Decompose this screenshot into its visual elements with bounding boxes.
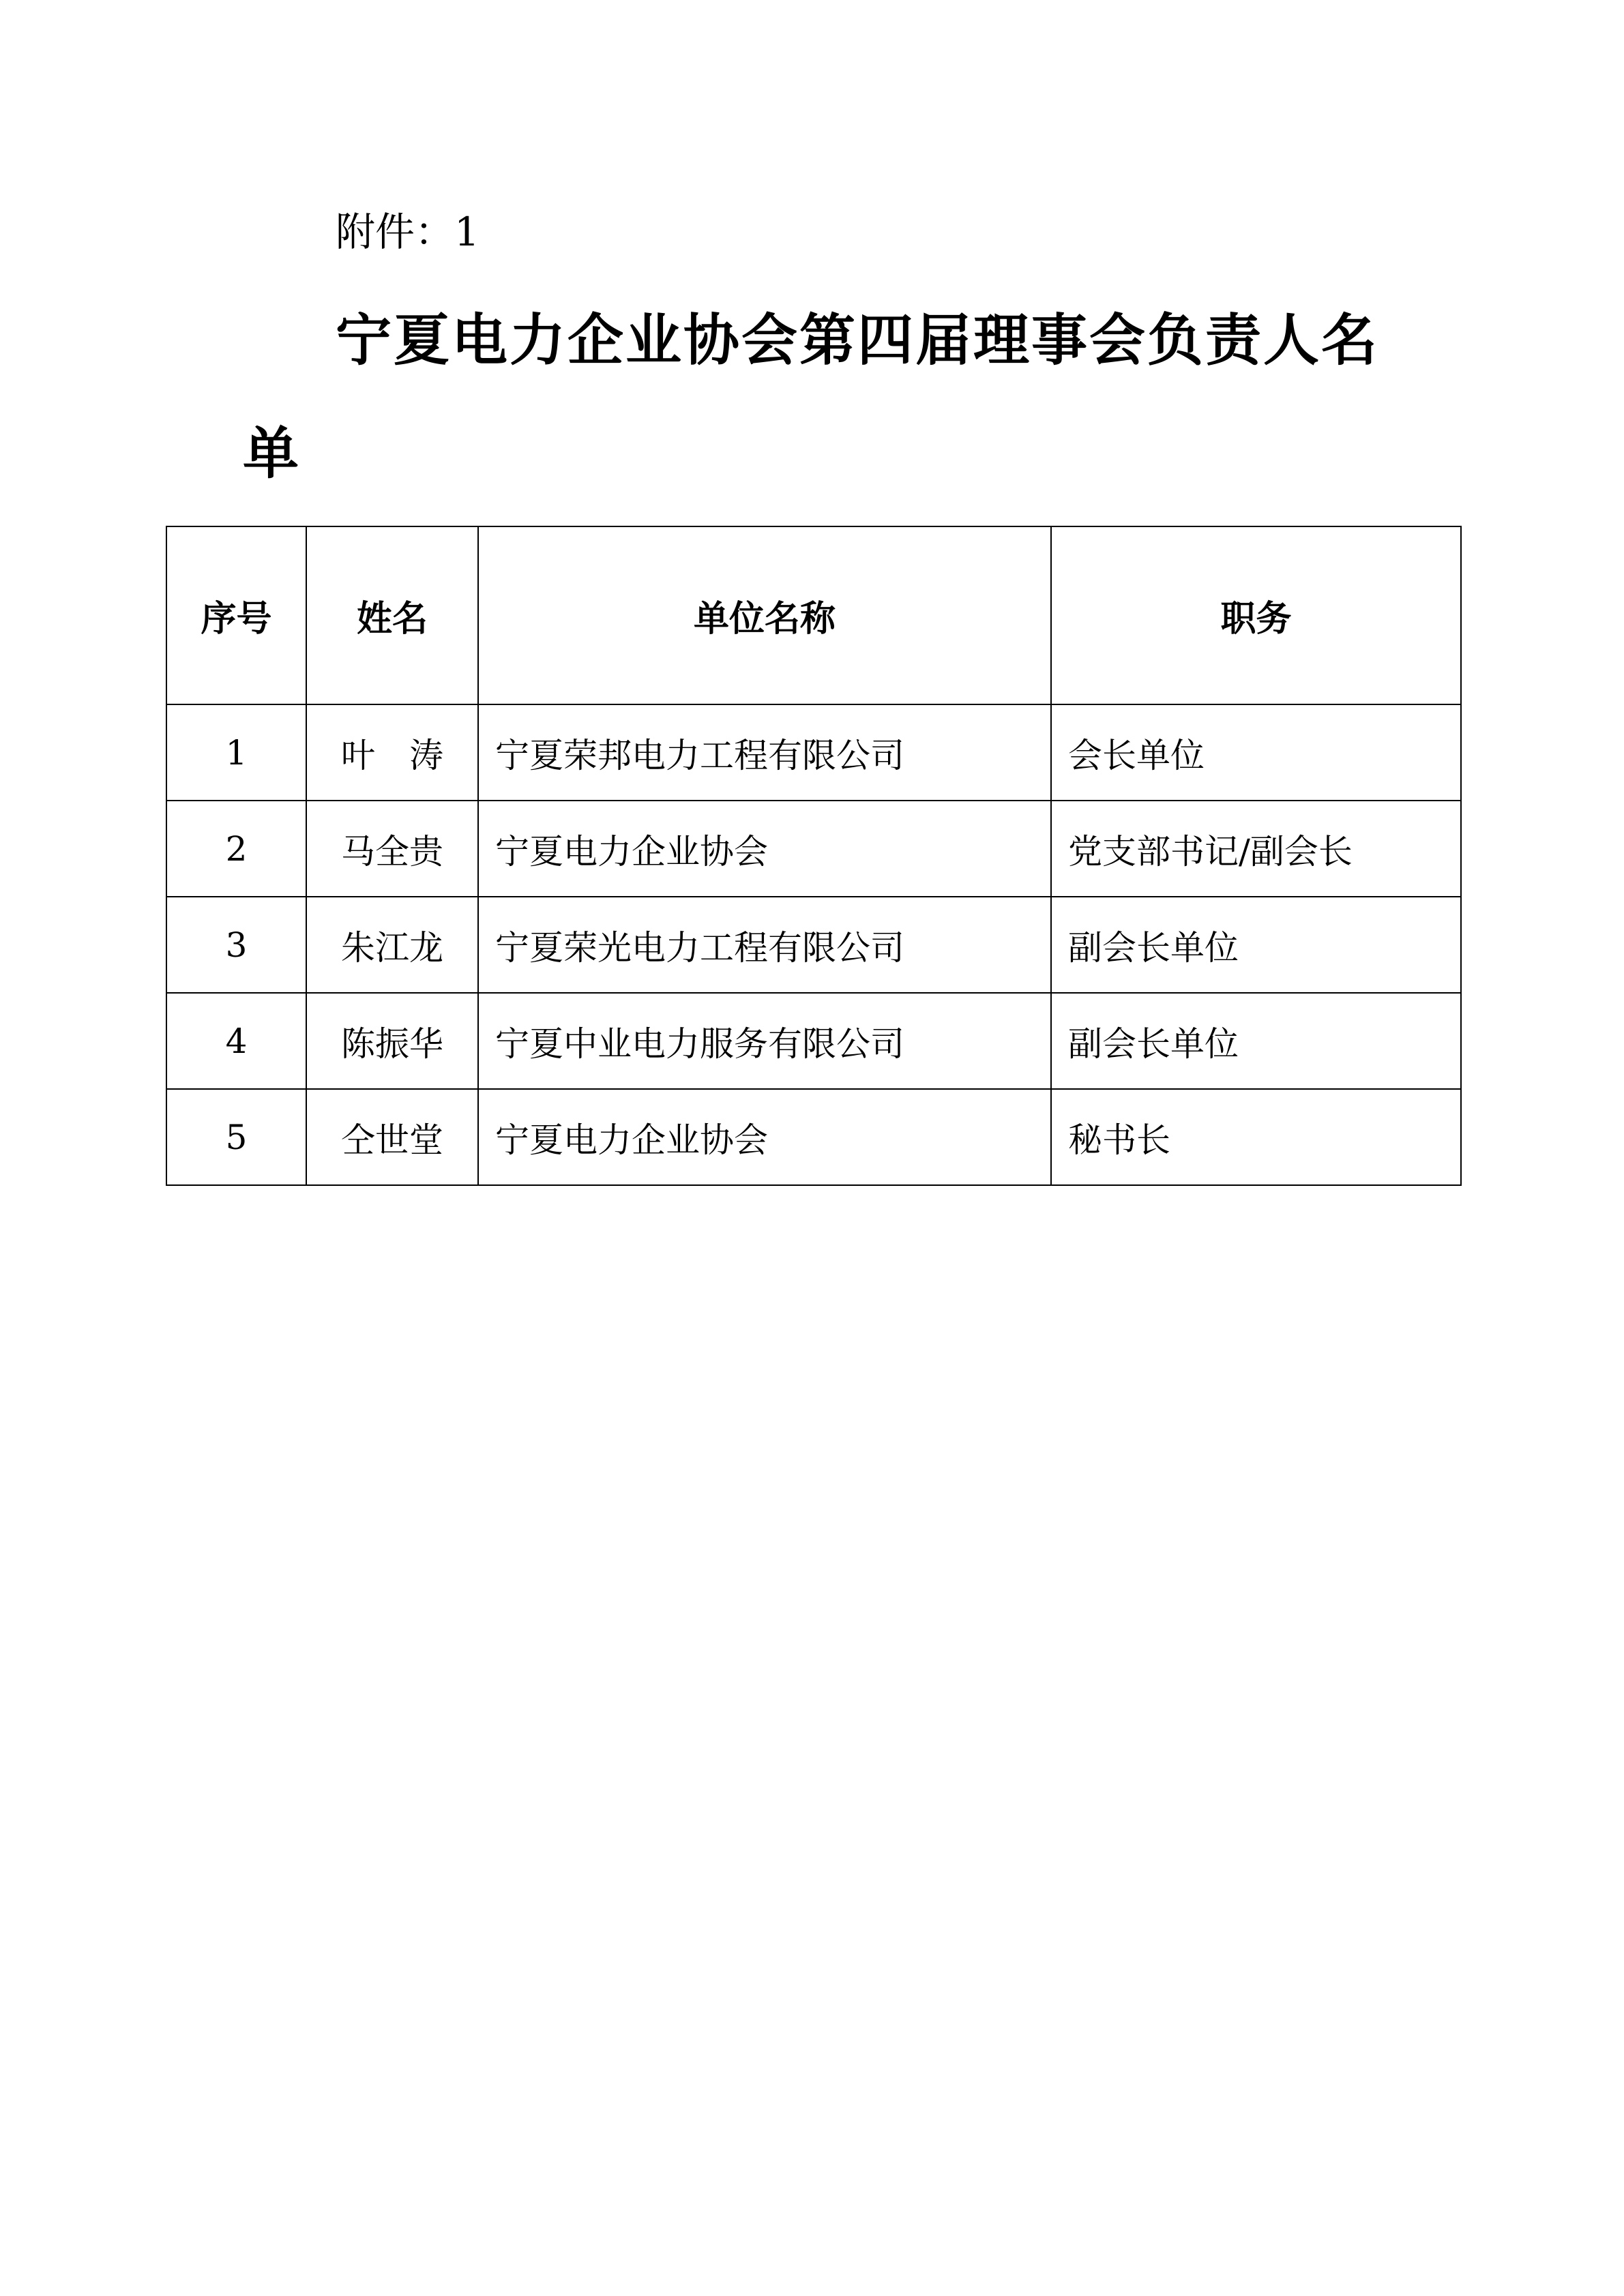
row-role: 秘书长 xyxy=(1051,1089,1461,1185)
row-role: 副会长单位 xyxy=(1051,897,1461,993)
header-unit: 单位名称 xyxy=(478,526,1051,704)
leadership-table xyxy=(166,526,1462,1186)
row-index: 5 xyxy=(166,1089,306,1185)
row-index: 4 xyxy=(166,993,306,1089)
row-unit: 宁夏荣邦电力工程有限公司 xyxy=(478,704,1051,801)
document-title-continuation: 单 xyxy=(243,421,299,486)
table-row xyxy=(166,993,1461,1089)
header-index: 序号 xyxy=(166,526,306,704)
row-index: 3 xyxy=(166,897,306,993)
row-role: 副会长单位 xyxy=(1051,993,1461,1089)
row-name: 马全贵 xyxy=(306,801,478,897)
row-role: 党支部书记/副会长 xyxy=(1051,801,1461,897)
row-unit: 宁夏电力企业协会 xyxy=(478,1089,1051,1185)
table-row xyxy=(166,897,1461,993)
row-role: 会长单位 xyxy=(1051,704,1461,801)
table-row xyxy=(166,801,1461,897)
table-row xyxy=(166,704,1461,801)
row-unit: 宁夏电力企业协会 xyxy=(478,801,1051,897)
header-role: 职务 xyxy=(1051,526,1461,704)
row-name: 仝世堂 xyxy=(306,1089,478,1185)
row-index: 1 xyxy=(166,704,306,801)
row-name: 陈振华 xyxy=(306,993,478,1089)
row-unit: 宁夏荣光电力工程有限公司 xyxy=(478,897,1051,993)
table-header-row xyxy=(166,526,1461,704)
row-unit: 宁夏中业电力服务有限公司 xyxy=(478,993,1051,1089)
attachment-label: 附件：1 xyxy=(336,209,479,255)
document-title: 宁夏电力企业协会第四届理事会负责人名 xyxy=(336,308,1380,373)
table-row xyxy=(166,1089,1461,1185)
row-name: 叶 涛 xyxy=(306,704,478,801)
row-index: 2 xyxy=(166,801,306,897)
header-name: 姓名 xyxy=(306,526,478,704)
row-name: 朱江龙 xyxy=(306,897,478,993)
